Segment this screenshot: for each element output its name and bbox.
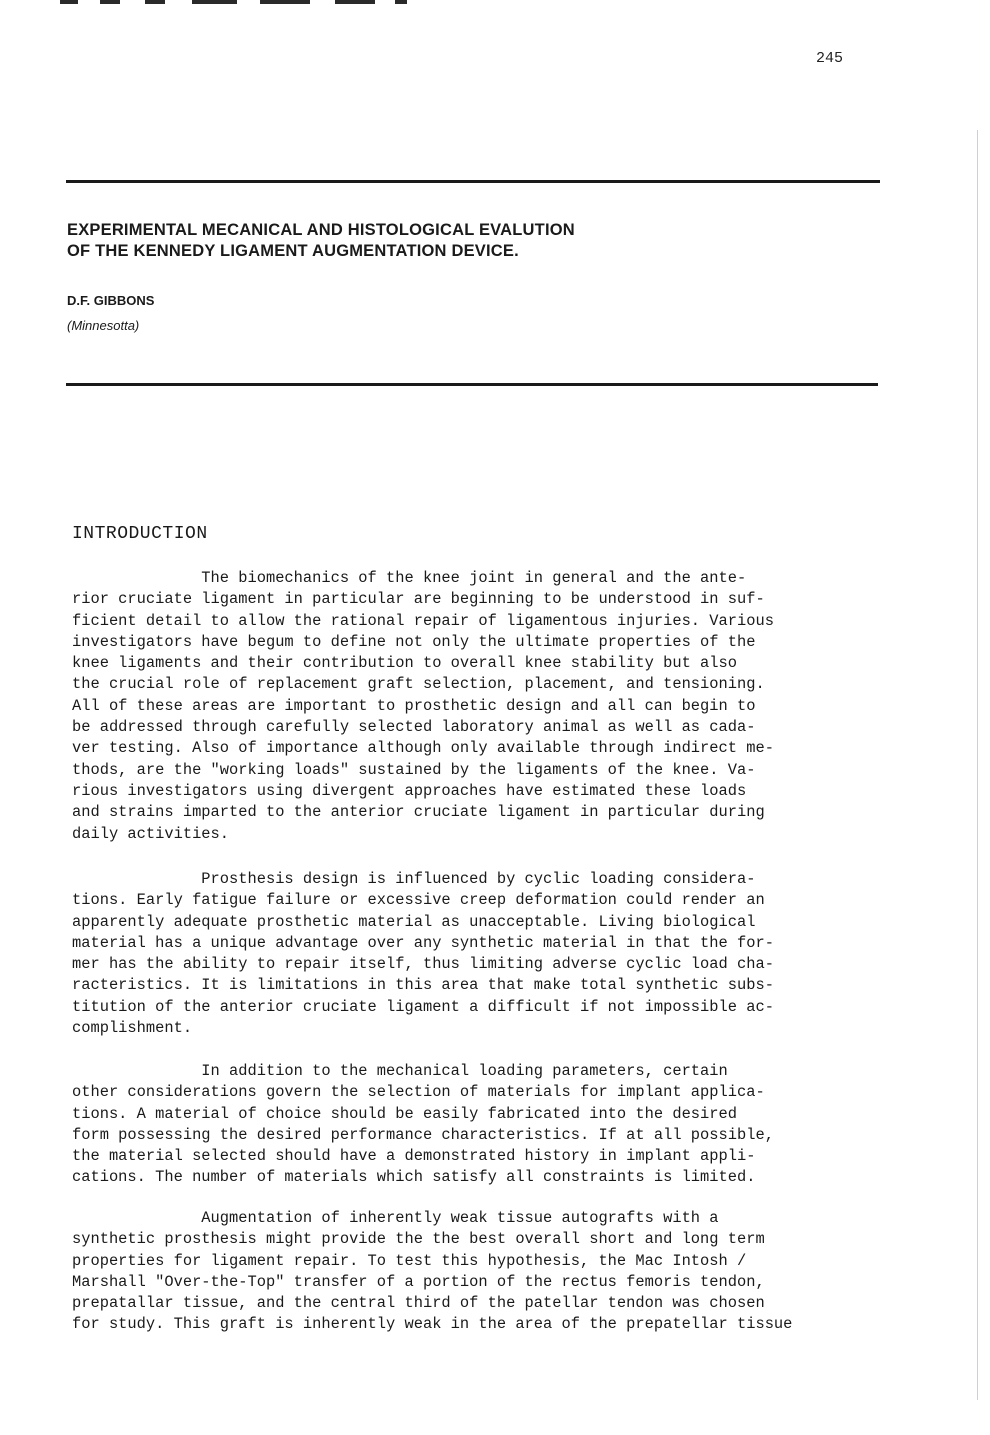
- text-line: the material selected should have a demonstrated history in implant appli-: [72, 1147, 756, 1166]
- text-line: rior cruciate ligament in particular are beginning to be understood in suf-: [72, 590, 765, 609]
- paragraph: [72, 1208, 902, 1336]
- text-line: cations. The number of materials which satisfy all constraints is limited.: [72, 1168, 756, 1187]
- text-line: racteristics. It is limitations in this area that make total synthetic subs-: [72, 976, 774, 995]
- text-line: Augmentation of inherently weak tissue autografts with a: [72, 1209, 719, 1227]
- text-line: investigators have begum to define not only the ultimate properties of the: [72, 632, 756, 651]
- header-rule-bottom: [66, 383, 878, 386]
- text-line: other considerations govern the selection of materials for implant applica-: [72, 1083, 765, 1102]
- page-edge-marks: [60, 0, 420, 5]
- section-heading: INTRODUCTION: [72, 524, 208, 544]
- author-affiliation: (Minnesotta): [67, 318, 140, 333]
- author-name: D.F. GIBBONS: [67, 293, 155, 308]
- paragraph: [72, 869, 902, 1039]
- text-line: ver testing. Also of importance although only available through indirect me-: [72, 739, 774, 758]
- text-line: apparently adequate prosthetic material as unacceptable. Living biological: [72, 912, 756, 931]
- title-line: EXPERIMENTAL MECANICAL AND HISTOLOGICAL EVALUTION: [67, 221, 575, 239]
- text-line: thods, are the "working loads" sustained by the ligaments of the knee. Va-: [72, 760, 756, 779]
- text-line: knee ligaments and their contribution to overall knee stability but also: [72, 654, 737, 673]
- text-line: titution of the anterior cruciate ligament a difficult if not impossible ac-: [72, 997, 774, 1016]
- text-line: for study. This graft is inherently weak in the area of the prepatellar tissue: [72, 1315, 793, 1334]
- text-line: Marshall "Over-the-Top" transfer of a portion of the rectus femoris tendon,: [72, 1272, 765, 1291]
- text-line: Prosthesis design is influenced by cyclic loading considera-: [72, 870, 756, 888]
- text-line: complishment.: [72, 1019, 193, 1038]
- paragraph: [72, 1061, 902, 1189]
- text-line: prepatallar tissue, and the central third of the patellar tendon was chosen: [72, 1294, 765, 1313]
- paper-title: [67, 220, 887, 262]
- header-rule-top: [66, 180, 880, 183]
- paragraph: [72, 568, 902, 845]
- text-line: form possessing the desired performance characteristics. If at all possible,: [72, 1125, 774, 1144]
- text-line: material has a unique advantage over any synthetic material in that the for-: [72, 933, 774, 952]
- text-line: tions. A material of choice should be easily fabricated into the desired: [72, 1104, 737, 1123]
- text-line: The biomechanics of the knee joint in general and the ante-: [72, 569, 747, 587]
- text-line: be addressed through carefully selected laboratory animal as well as cada-: [72, 718, 756, 737]
- text-line: the crucial role of replacement graft selection, placement, and tensioning.: [72, 675, 765, 694]
- text-line: ficient detail to allow the rational repair of ligamentous injuries. Various: [72, 611, 774, 630]
- text-line: mer has the ability to repair itself, thus limiting adverse cyclic load cha-: [72, 955, 774, 974]
- text-line: In addition to the mechanical loading parameters, certain: [72, 1062, 728, 1080]
- title-line: OF THE KENNEDY LIGAMENT AUGMENTATION DEVICE.: [67, 242, 519, 260]
- text-line: daily activities.: [72, 824, 230, 843]
- page-number: 245: [816, 50, 844, 67]
- text-line: and strains imparted to the anterior cruciate ligament in particular during: [72, 803, 765, 822]
- text-line: rious investigators using divergent approaches have estimated these loads: [72, 781, 747, 800]
- text-line: tions. Early fatigue failure or excessive creep deformation could render an: [72, 891, 765, 910]
- text-line: All of these areas are important to prosthetic design and all can begin to: [72, 696, 756, 715]
- text-line: synthetic prosthesis might provide the the best overall short and long term: [72, 1230, 765, 1249]
- scan-margin-line: [977, 130, 978, 1400]
- text-line: properties for ligament repair. To test this hypothesis, the Mac Intosh /: [72, 1251, 747, 1270]
